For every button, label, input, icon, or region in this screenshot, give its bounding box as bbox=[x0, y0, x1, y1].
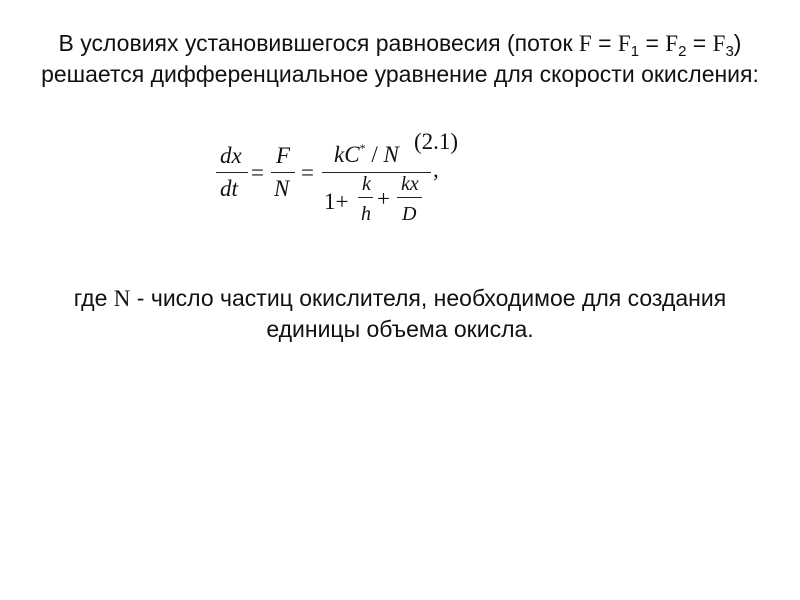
definition-N: N bbox=[113, 286, 131, 311]
heading-sub-1: 1 bbox=[630, 43, 640, 60]
definition-paragraph bbox=[40, 283, 760, 345]
definition-prefix: где bbox=[73, 285, 114, 311]
fraction-bar-kh bbox=[358, 197, 373, 198]
heading-sub-3: 3 bbox=[725, 43, 734, 60]
equals-sign-2: = bbox=[301, 160, 314, 185]
numerator-N: N bbox=[383, 142, 399, 167]
dx-symbol: dx bbox=[220, 143, 242, 168]
numerator-kC: kC bbox=[334, 142, 360, 167]
equals-sign-1: = bbox=[251, 160, 264, 185]
heading-F1: F bbox=[617, 31, 631, 56]
denominator-one-plus: 1+ bbox=[324, 189, 349, 214]
N-denominator: N bbox=[274, 176, 290, 201]
equation-comma: , bbox=[433, 157, 439, 182]
F-numerator: F bbox=[276, 143, 291, 168]
den-kx: kx bbox=[401, 173, 419, 195]
den-h: h bbox=[361, 203, 371, 225]
main-numerator bbox=[334, 143, 399, 166]
heading-F: F bbox=[578, 31, 592, 56]
fraction-bar-kxD bbox=[397, 197, 422, 198]
heading-eq-1: = bbox=[591, 30, 618, 56]
numerator-slash: / bbox=[371, 142, 378, 167]
heading-eq-2: = bbox=[639, 30, 666, 56]
definition-text: - число частиц окислителя, необходимое для создания единицы объема окисла. bbox=[130, 285, 727, 342]
numerator-star: * bbox=[359, 141, 366, 155]
heading-sub-2: 2 bbox=[678, 43, 687, 60]
heading-text-2: ) решается дифференциальное уравнение для скорости окисления: bbox=[41, 30, 759, 87]
heading-eq-3: = bbox=[686, 30, 713, 56]
den-k: k bbox=[362, 173, 371, 195]
equation-number: (2.1) bbox=[414, 129, 459, 154]
heading-F3: F bbox=[712, 31, 726, 56]
dt-symbol: dt bbox=[220, 176, 238, 201]
heading-text-1: В условиях установившегося равновесия (поток bbox=[58, 30, 579, 56]
fraction-bar-dxdt bbox=[216, 172, 248, 173]
fraction-bar-FN bbox=[271, 172, 295, 173]
heading-F2: F bbox=[665, 31, 679, 56]
denominator-plus: + bbox=[377, 186, 390, 211]
den-D: D bbox=[402, 203, 417, 225]
